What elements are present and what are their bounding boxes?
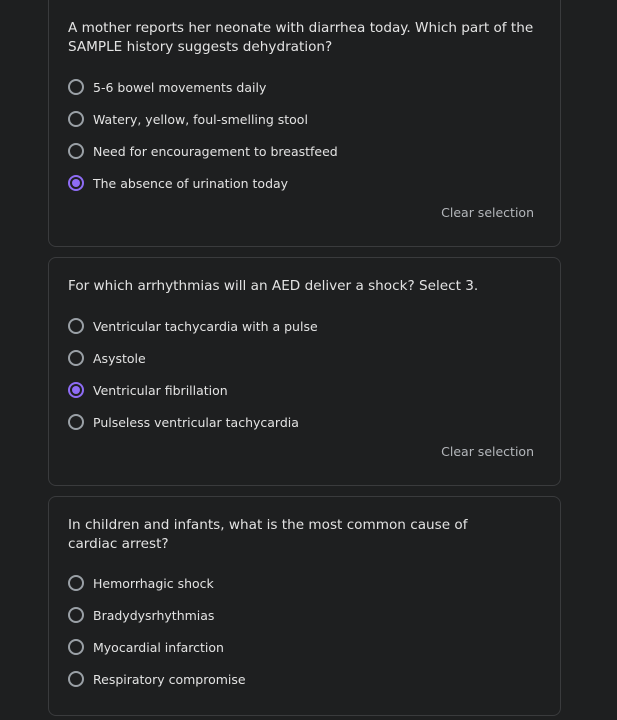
radio-option-hemorrhagic-shock[interactable] bbox=[68, 573, 214, 593]
radio-button[interactable] bbox=[68, 350, 84, 366]
radio-option-bradydysrhythmias[interactable] bbox=[68, 605, 214, 625]
clear-selection-button[interactable]: Clear selection bbox=[441, 205, 534, 220]
radio-button[interactable] bbox=[68, 111, 84, 127]
radio-button-selected[interactable] bbox=[68, 175, 84, 191]
option-label: Bradydysrhythmias bbox=[93, 607, 215, 623]
option-label: Need for encouragement to breastfeed bbox=[93, 143, 338, 159]
option-label: The absence of urination today bbox=[93, 175, 289, 191]
option-label: Myocardial infarction bbox=[93, 639, 224, 655]
question-text: For which arrhythmias will an AED deliver a shock? Select 3. bbox=[68, 278, 479, 294]
option-label: Ventricular fibrillation bbox=[93, 382, 228, 398]
radio-button[interactable] bbox=[68, 639, 84, 655]
radio-button[interactable] bbox=[68, 143, 84, 159]
radio-option-watery-stool[interactable] bbox=[68, 109, 308, 129]
question-card-1 bbox=[48, 0, 561, 247]
radio-option-respiratory-compromise[interactable] bbox=[68, 669, 246, 689]
radio-option-breastfeed[interactable] bbox=[68, 141, 338, 161]
option-label: Asystole bbox=[93, 350, 146, 366]
radio-button-selected[interactable] bbox=[68, 382, 84, 398]
radio-button[interactable] bbox=[68, 318, 84, 334]
question-text: A mother reports her neonate with diarrhea today. Which part of the SAMPLE history suggests dehydration? bbox=[68, 20, 534, 55]
radio-button[interactable] bbox=[68, 575, 84, 591]
option-label: Respiratory compromise bbox=[93, 671, 246, 687]
radio-button[interactable] bbox=[68, 671, 84, 687]
radio-button[interactable] bbox=[68, 414, 84, 430]
option-label: Watery, yellow, foul-smelling stool bbox=[93, 111, 308, 127]
clear-selection-button[interactable]: Clear selection bbox=[441, 444, 534, 459]
radio-option-vt-with-pulse[interactable] bbox=[68, 316, 318, 336]
radio-button[interactable] bbox=[68, 79, 84, 95]
radio-option-bowel-movements[interactable] bbox=[68, 77, 266, 97]
question-card-2 bbox=[48, 257, 561, 486]
option-label: Hemorrhagic shock bbox=[93, 575, 214, 591]
radio-option-asystole[interactable] bbox=[68, 348, 146, 368]
radio-option-myocardial-infarction[interactable] bbox=[68, 637, 224, 657]
question-card-3 bbox=[48, 496, 561, 716]
option-label: 5-6 bowel movements daily bbox=[93, 79, 267, 95]
radio-button[interactable] bbox=[68, 607, 84, 623]
radio-option-vfib[interactable] bbox=[68, 380, 228, 400]
radio-option-absence-urination[interactable] bbox=[68, 173, 288, 193]
option-label: Pulseless ventricular tachycardia bbox=[93, 414, 299, 430]
radio-option-pulseless-vt[interactable] bbox=[68, 412, 299, 432]
question-text: In children and infants, what is the most common cause of cardiac arrest? bbox=[68, 517, 468, 552]
option-label: Ventricular tachycardia with a pulse bbox=[93, 318, 318, 334]
